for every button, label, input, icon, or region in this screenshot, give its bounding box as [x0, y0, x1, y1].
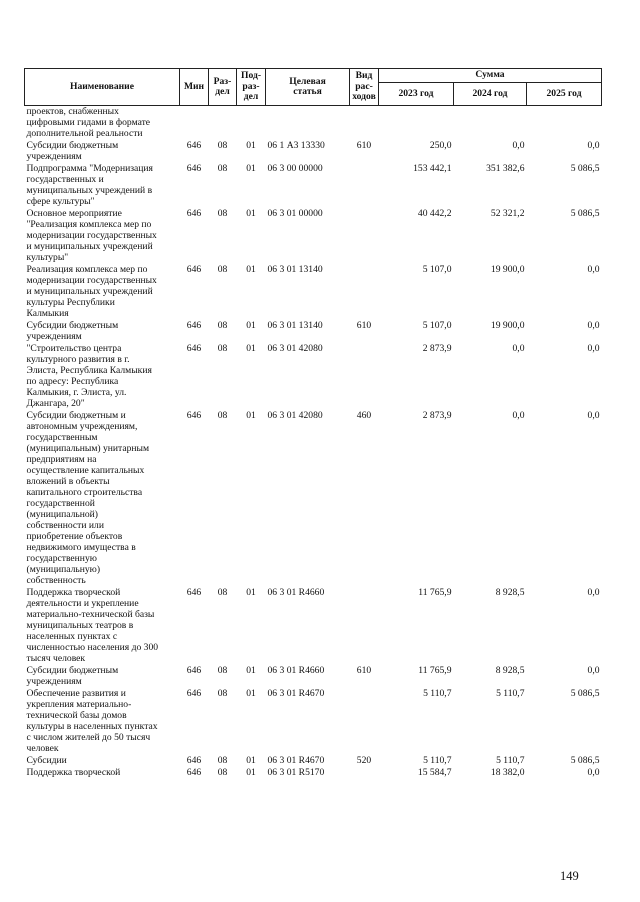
row-2023: 153 442,1: [413, 163, 452, 174]
row-2025: 0,0: [587, 343, 600, 354]
row-podrazdel: 01: [246, 665, 256, 676]
row-vid: 610: [356, 665, 372, 676]
budget-table: [24, 68, 602, 778]
header-target: Целевая статья: [266, 69, 350, 106]
row-2023: 250,0: [429, 140, 452, 151]
row-razdel: 08: [217, 688, 228, 699]
row-razdel: 08: [217, 410, 228, 421]
continuation-text: проектов, снабженных цифровыми гидами в формате дополнительной реальности: [26, 106, 151, 139]
row-razdel: 08: [217, 320, 228, 331]
row-razdel: 08: [217, 755, 228, 766]
row-name: "Строительство центра культурного развития в г. Элиста, Республика Калмыкия по адресу: Республика Калмыкия, г. Элиста, ул. Джангара, 20": [26, 343, 152, 409]
row-target: 06 3 01 R4670: [267, 688, 325, 699]
row-vid: [350, 342, 379, 409]
table-row: [25, 754, 602, 766]
header-min: Мин: [180, 69, 209, 106]
table-body: [25, 106, 602, 779]
table-row: [25, 766, 602, 778]
row-2024: 52 321,2: [490, 208, 525, 219]
row-2024: 351 382,6: [486, 163, 525, 174]
header-year-2024: 2024 год: [454, 83, 527, 106]
row-2025: 0,0: [587, 264, 600, 275]
row-podrazdel: 01: [246, 320, 256, 331]
row-target: 06 3 01 R5170: [267, 767, 325, 778]
row-podrazdel: 01: [246, 410, 256, 421]
row-2025: 0,0: [587, 140, 600, 151]
row-podrazdel: 01: [246, 688, 256, 699]
table-row: [25, 263, 602, 319]
row-2023: 2 873,9: [422, 410, 452, 421]
table-row: [25, 409, 602, 586]
row-min: 646: [186, 343, 202, 354]
row-target: 06 3 01 42080: [267, 410, 323, 421]
row-min: 646: [186, 140, 202, 151]
row-podrazdel: 01: [246, 208, 256, 219]
row-2024: 19 900,0: [490, 264, 525, 275]
table-row: [25, 207, 602, 263]
table-row: [25, 664, 602, 687]
row-min: 646: [186, 665, 202, 676]
row-name: Поддержка творческой деятельности и укрепление материально-технической базы муниципальных театров в населенных пунктах с численностью населения до 300 тысяч человек: [26, 587, 159, 664]
row-2023: 5 107,0: [422, 320, 452, 331]
row-podrazdel: 01: [246, 767, 256, 778]
row-2023: 5 107,0: [422, 264, 452, 275]
header-razdel: Раз- дел: [209, 69, 237, 106]
page-number: 149: [560, 869, 579, 883]
row-name: Субсидии бюджетным учреждениям: [26, 140, 119, 162]
header-year-2025: 2025 год: [527, 83, 602, 106]
row-2025: 0,0: [587, 410, 600, 421]
row-target: 06 1 А3 13330: [267, 140, 325, 151]
row-vid: 610: [356, 320, 372, 331]
row-name: Субсидии бюджетным учреждениям: [26, 665, 119, 687]
row-2024: 5 110,7: [496, 688, 525, 699]
row-target: 06 3 01 00000: [267, 208, 323, 219]
row-podrazdel: 01: [246, 755, 256, 766]
header-year-2023: 2023 год: [379, 83, 454, 106]
row-razdel: 08: [217, 343, 228, 354]
row-2024: 0,0: [512, 343, 525, 354]
row-min: 646: [186, 410, 202, 421]
row-razdel: 08: [217, 587, 228, 598]
row-name: Субсидии: [26, 755, 67, 766]
row-2024: 18 382,0: [490, 767, 525, 778]
row-razdel: 08: [217, 264, 228, 275]
row-name: Поддержка творческой: [26, 767, 121, 778]
row-target: 06 3 01 R4670: [267, 755, 325, 766]
row-vid: 460: [356, 410, 372, 421]
row-name: Субсидии бюджетным учреждениям: [26, 320, 119, 342]
row-name: Субсидии бюджетным и автономным учреждениям, государственным (муниципальным) унитарным предприятиям на осуществление капитальных вложений в объекты капитального строительства государственной (муниципальной) собственности или приобретение объектов недвижимого имущества в государственную (муниципальную) собственность: [26, 410, 150, 586]
row-2025: 0,0: [587, 320, 600, 331]
row-podrazdel: 01: [246, 343, 256, 354]
row-target: 06 3 01 13140: [267, 264, 323, 275]
row-2024: 5 110,7: [496, 755, 525, 766]
row-vid: [350, 766, 379, 778]
row-podrazdel: 01: [246, 163, 256, 174]
row-2023: 5 110,7: [423, 688, 452, 699]
row-vid: [350, 586, 379, 664]
row-min: 646: [186, 688, 202, 699]
row-2023: 15 584,7: [417, 767, 452, 778]
row-2025: 0,0: [587, 767, 600, 778]
row-2025: 0,0: [587, 665, 600, 676]
header-podrazdel: Под- раз- дел: [237, 69, 266, 106]
row-target: 06 3 01 13140: [267, 320, 323, 331]
row-min: 646: [186, 163, 202, 174]
row-2025: 0,0: [587, 587, 600, 598]
row-2024: 0,0: [512, 410, 525, 421]
row-2025: 5 086,5: [570, 688, 600, 699]
row-podrazdel: 01: [246, 587, 256, 598]
row-min: 646: [186, 264, 202, 275]
header-vid: Вид рас- ходов: [350, 69, 379, 106]
table-row: [25, 586, 602, 664]
table-row: [25, 162, 602, 207]
row-2024: 8 928,5: [495, 587, 525, 598]
row-2023: 11 765,9: [418, 665, 452, 676]
header-name: Наименование: [25, 69, 180, 106]
row-razdel: 08: [217, 163, 228, 174]
table-row: [25, 319, 602, 342]
row-vid: 610: [356, 140, 372, 151]
row-2025: 5 086,5: [570, 755, 600, 766]
row-min: 646: [186, 767, 202, 778]
row-2024: 8 928,5: [495, 665, 525, 676]
row-min: 646: [186, 755, 202, 766]
row-razdel: 08: [217, 767, 228, 778]
row-vid: 520: [356, 755, 372, 766]
row-vid: [350, 687, 379, 754]
table-header: [25, 69, 602, 106]
row-target: 06 3 01 R4660: [267, 587, 325, 598]
row-2025: 5 086,5: [570, 208, 600, 219]
row-2023: 40 442,2: [417, 208, 452, 219]
row-podrazdel: 01: [246, 140, 256, 151]
row-vid: [350, 207, 379, 263]
row-razdel: 08: [217, 140, 228, 151]
row-min: 646: [186, 587, 202, 598]
header-sum: Сумма: [379, 69, 602, 83]
row-name: Подпрограмма "Модернизация государственных и муниципальных учреждений в сфере культуры": [26, 163, 153, 207]
row-vid: [350, 263, 379, 319]
row-target: 06 3 00 00000: [267, 163, 323, 174]
row-name: Реализация комплекса мер по модернизации государственных и муниципальных учреждений культуры Республики Калмыкия: [26, 264, 157, 319]
row-2024: 19 900,0: [490, 320, 525, 331]
row-name: Основное мероприятие "Реализация комплекса мер по модернизации государственных и муниципальных учреждений культуры": [26, 208, 157, 263]
row-podrazdel: 01: [246, 264, 256, 275]
row-name: Обеспечение развития и укрепления материально- технической базы домов культуры в населенных пунктах с числом жителей до 50 тысяч человек: [26, 688, 158, 754]
row-2023: 2 873,9: [422, 343, 452, 354]
table-row: [25, 342, 602, 409]
table-row: [25, 687, 602, 754]
table-row: [25, 139, 602, 162]
row-razdel: 08: [217, 665, 228, 676]
row-2024: 0,0: [512, 140, 525, 151]
row-min: 646: [186, 320, 202, 331]
row-2023: 5 110,7: [423, 755, 452, 766]
row-vid: [350, 162, 379, 207]
row-min: 646: [186, 208, 202, 219]
row-razdel: 08: [217, 208, 228, 219]
row-target: 06 3 01 42080: [267, 343, 323, 354]
row-2025: 5 086,5: [570, 163, 600, 174]
row-2023: 11 765,9: [418, 587, 452, 598]
row-target: 06 3 01 R4660: [267, 665, 325, 676]
